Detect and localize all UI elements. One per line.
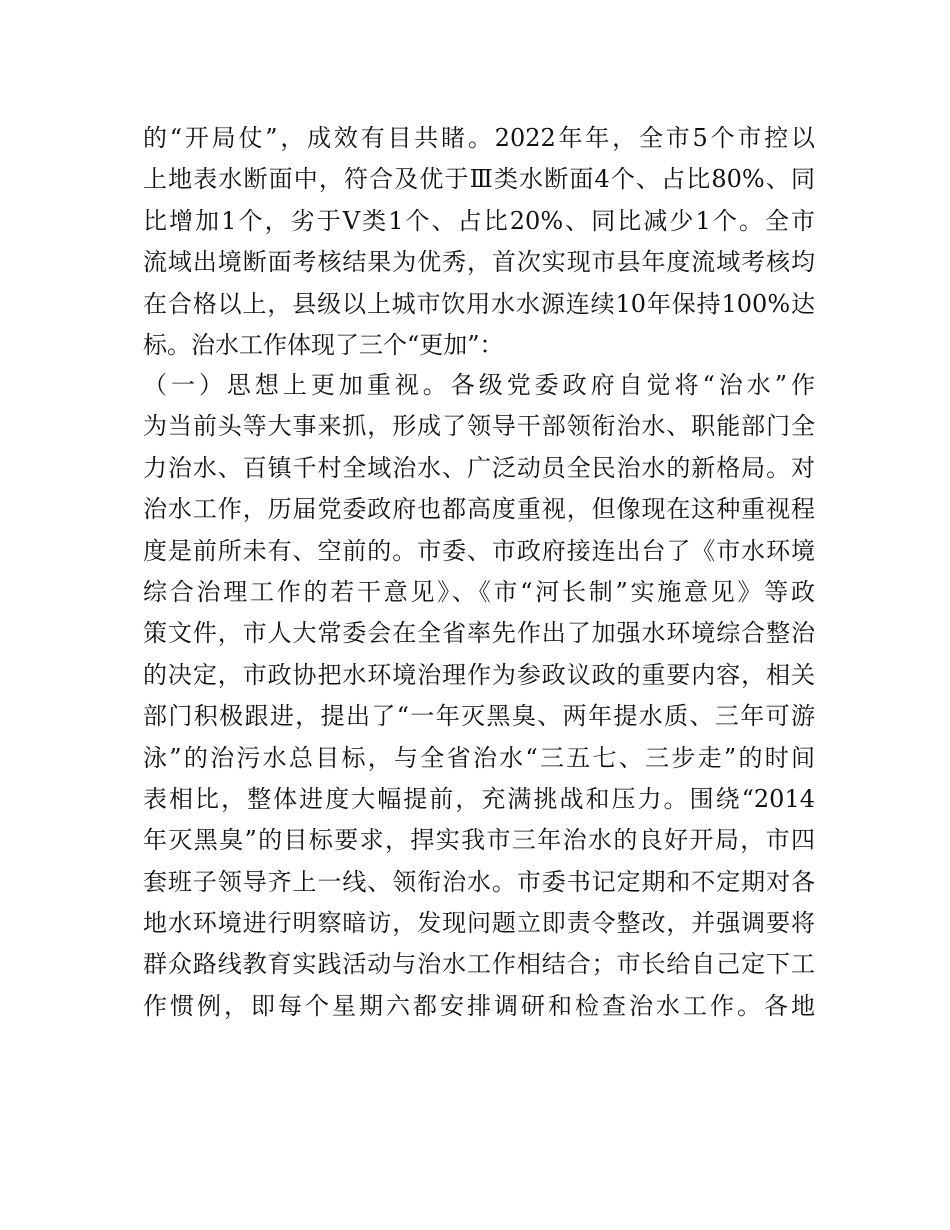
text-line: 的“开局仗”，成效有目共睹。2022年年，全市5个市控以 xyxy=(143,124,815,152)
text-line: 的决定，市政协把水环境治理作为参政议政的重要内容，相关 xyxy=(143,660,815,689)
paragraph-more-attention xyxy=(143,367,815,1029)
text-line: 在合格以上，县级以上城市饮用水水源连续10年保持100%达 xyxy=(143,289,815,318)
text-line: 流域出境断面考核结果为优秀，首次实现市县年度流域考核均 xyxy=(143,248,815,277)
section-heading-line: （一）思想上更加重视。各级党委政府自觉将“治水”作 xyxy=(143,371,815,399)
text-line: 治水工作，历届党委政府也都高度重视，但像现在这种重视程 xyxy=(143,495,815,524)
text-line: 为当前头等大事来抓，形成了领导干部领衔治水、职能部门全 xyxy=(143,412,815,441)
text-line: 策文件，市人大常委会在全省率先作出了加强水环境综合整治 xyxy=(143,619,815,648)
text-line: 作惯例，即每个星期六都安排调研和检查治水工作。各地 xyxy=(143,991,815,1020)
text-line: 年灭黑臭”的目标要求，捍实我市三年治水的良好开局，市四 xyxy=(143,826,815,855)
text-line: 比增加1个，劣于Ⅴ类1个、占比20%、同比减少1个。全市 xyxy=(143,206,815,235)
text-line: 表相比，整体进度大幅提前，充满挑战和压力。围绕“2014 xyxy=(143,784,815,813)
text-line: 综合治理工作的若干意见》、《市“河长制”实施意见》等政 xyxy=(143,577,815,606)
text-line: 力治水、百镇千村全域治水、广泛动员全民治水的新格局。对 xyxy=(143,453,815,482)
text-line: 套班子领导齐上一线、领衔治水。市委书记定期和不定期对各 xyxy=(143,867,815,896)
text-line: 泳”的治污水总目标，与全省治水“三五七、三步走”的时间 xyxy=(143,743,815,772)
text-line: 上地表水断面中，符合及优于Ⅲ类水断面4个、占比80%、同 xyxy=(143,165,815,194)
text-line: 度是前所未有、空前的。市委、市政府接连出台了《市水环境 xyxy=(143,536,815,565)
text-line: 群众路线教育实践活动与治水工作相结合；市长给自己定下工 xyxy=(143,950,815,979)
text-line: 地水环境进行明察暗访，发现问题立即责令整改，并强调要将 xyxy=(143,909,815,938)
text-line: 部门积极跟进，提出了“一年灭黑臭、两年提水质、三年可游 xyxy=(143,702,815,731)
text-line: 标。治水工作体现了三个“更加”： xyxy=(143,330,504,359)
paragraph-water-quality-results xyxy=(143,120,815,368)
